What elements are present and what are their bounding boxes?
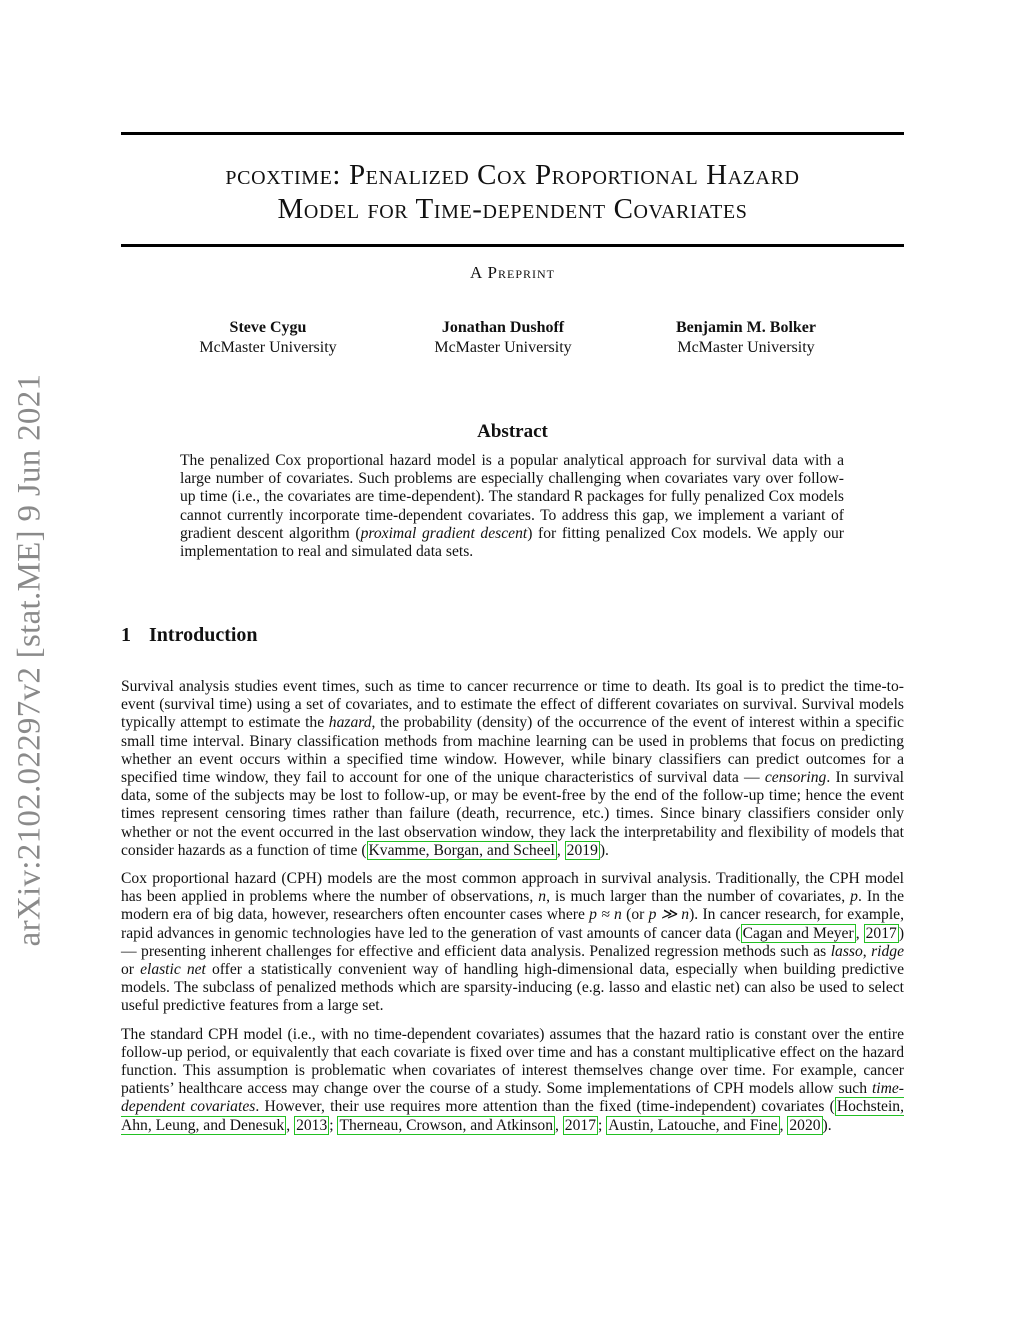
citation-link[interactable]: Therneau, Crowson, and Atkinson (339, 1116, 553, 1134)
author-name: Steve Cygu (229, 319, 307, 336)
author-affiliation: McMaster University (434, 339, 572, 356)
section-title: Introduction (149, 624, 258, 646)
author-block (148, 318, 388, 358)
paragraph: Survival analysis studies event times, such as time to cancer recurrence or time to death. Its goal is to predict the time-to-event (survival time) using a set of covariates, and to estimate the effect of different covariates on survival. Survival models typically attempt to estimate the hazard, the probability (density) of the occurrence of the event of interest within a specific small time interval. Binary classification methods from machine learning can be used in problems that focus on predicting whether an event occurs within a specified time window. However, while binary classifiers can predict outcomes for a specified time window, they fail to account for one of the unique characteristics of survival data — censoring. In survival data, some of the subjects may be lost to follow-up, or may be event-free by the end of the follow-up time; hence the event times represent censoring times rather than failure (death, recurrence, etc.) times. Since binary classifiers consider only whether or not the event occurred in the last observation window, they lack the interpretability and flexibility of models that consider hazards as a function of time ( Kvamme, Borgan, and Scheel , 2019 ). (121, 678, 904, 859)
section-number: 1 (121, 624, 131, 646)
citation-link[interactable]: Austin, Latouche, and Fine (608, 1116, 778, 1134)
arxiv-stamp-text: arXiv:2102.02297v2 [stat.ME] 9 Jun 2021 (11, 373, 48, 947)
preprint-label: A Preprint (469, 263, 556, 282)
title-rule-bottom (121, 244, 904, 247)
author-name: Jonathan Dushoff (441, 319, 565, 336)
citation-year-link[interactable]: 2017 (564, 1116, 596, 1134)
author-affiliation: McMaster University (199, 339, 337, 356)
citation-year-link[interactable]: 2013 (296, 1116, 328, 1134)
paper-title (121, 158, 904, 226)
author-name: Benjamin M. Bolker (676, 319, 816, 336)
citation-link[interactable]: Cagan and Meyer (742, 924, 854, 942)
title-rule-top (121, 132, 904, 135)
section-heading (121, 624, 258, 647)
author-affiliation: McMaster University (677, 339, 815, 356)
paragraph: The standard CPH model (i.e., with no time-dependent covariates) assumes that the hazard ratio is constant over the entire follow-up period, or equivalently that each covariate is fixed over time and has a constant multiplicative effect on the hazard function. This assumption is problematic when covariates of interest themselves change over time. For example, cancer patients’ healthcare access may change over the course of a study. Some implementations of CPH models allow such time-dependent covariates. However, their use requires more attention than the fixed (time-independent) covariates ( Hochstein, Ahn, Leung, and Denesuk , 2013 ; Therneau, Crowson, and Atkinson , 2017 ; Austin, Latouche, and Fine , 2020 ). (121, 1025, 905, 1134)
citation-year-link[interactable]: 2019 (566, 841, 598, 859)
section-body (121, 678, 904, 1145)
paragraph: Cox proportional hazard (CPH) models are the most common approach in survival analysis. Traditionally, the CPH model has been applied in problems where the number of observations, n, is much larger than the number of covariates, p. In the modern era of big data, however, researchers often encounter cases where p ≈ n (or p ≫ n). In cancer research, for example, rapid advances in genomic technologies have led to the generation of vast amounts of cancer data ( Cagan and Meyer , 2017 ) — presenting inherent challenges for effective and efficient data analysis. Penalized regression methods such as lasso, ridge or elastic net offer a statistically convenient way of handling high-dimensional data, especially when building predictive models. The subclass of penalized methods which are sparsity-inducing (e.g. lasso and elastic net) can also be used to select useful predictive features from a large set. (121, 870, 905, 1015)
citation-year-link[interactable]: 2017 (865, 924, 897, 942)
title-line-1: pcoxtime: Penalized Cox Proportional Hazard (225, 159, 800, 191)
abstract-heading: Abstract (477, 421, 548, 442)
abstract-body: The penalized Cox proportional hazard model is a popular analytical approach for survival data with a large number of covariates. Such problems are especially challenging when covariates vary over follow-up time (i.e., the covariates are time-dependent). The standard R packages for fully penalized Cox models cannot currently incorporate time-dependent covariates. To address this gap, we implement a variant of gradient descent algorithm (proximal gradient descent) for fitting penalized Cox models. We apply our implementation to real and simulated data sets. (180, 452, 844, 561)
citation-link[interactable]: Hochstein, Ahn, Leung, and Denesuk (121, 1098, 905, 1134)
author-block (383, 318, 623, 358)
r-code: R (574, 489, 583, 506)
title-line-2: Model for Time-dependent Covariates (277, 193, 748, 225)
math: p ≈ n (589, 906, 622, 924)
author-block (626, 318, 866, 358)
math: p ≫ n (648, 906, 690, 924)
emphasis: proximal gradient descent (360, 524, 528, 542)
citation-year-link[interactable]: 2020 (789, 1116, 821, 1134)
citation-link[interactable]: Kvamme, Borgan, and Scheel (368, 841, 555, 859)
